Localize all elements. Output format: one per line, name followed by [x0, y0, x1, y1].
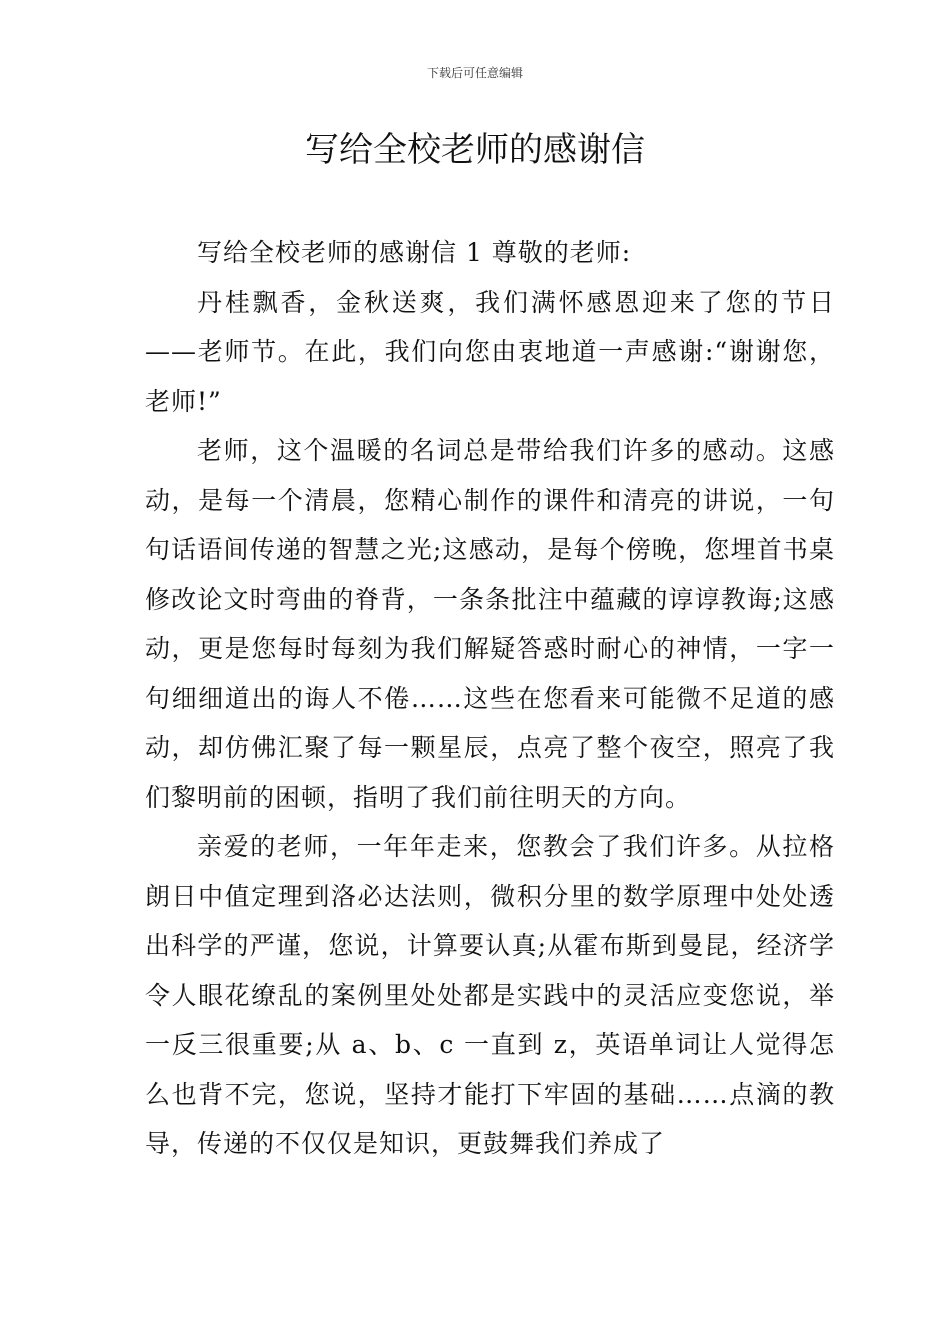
document-body: [145, 228, 835, 1169]
paragraph-gratitude: 老师，这个温暖的名词总是带给我们许多的感动。这感动，是每一个清晨，您精心制作的课件和清亮的讲说，一句句话语间传递的智慧之光;这感动，是每个傍晚，您埋首书桌修改论文时弯曲的脊背，一条条批注中蕴藏的谆谆教诲;这感动，更是您每时每刻为我们解疑答惑时耐心的神情，一字一句细细道出的诲人不倦……这些在您看来可能微不足道的感动，却仿佛汇聚了每一颗星辰，点亮了整个夜空，照亮了我们黎明前的困顿，指明了我们前往明天的方向。: [145, 436, 835, 812]
paragraph-lessons: 亲爱的老师，一年年走来，您教会了我们许多。从拉格朗日中值定理到洛必达法则，微积分里的数学原理中处处透出科学的严谨，您说，计算要认真;从霍布斯到曼昆，经济学令人眼花缭乱的案例里处处都是实践中的灵活应变您说，举一反三很重要;从 a、b、c 一直到 z，英语单词让人觉得怎么也背不完，您说，坚持才能打下牢固的基础……点滴的教导，传递的不仅仅是知识，更鼓舞我们养成了: [145, 832, 835, 1158]
paragraph-greeting: 丹桂飘香，金秋送爽，我们满怀感恩迎来了您的节日——老师节。在此，我们向您由衷地道一声感谢:“谢谢您，老师!”: [145, 287, 835, 416]
paragraph-salutation: 写给全校老师的感谢信 1 尊敬的老师:: [197, 238, 632, 267]
document-title: 写给全校老师的感谢信: [305, 130, 645, 170]
page-header-note: 下载后可任意编辑: [426, 66, 523, 80]
